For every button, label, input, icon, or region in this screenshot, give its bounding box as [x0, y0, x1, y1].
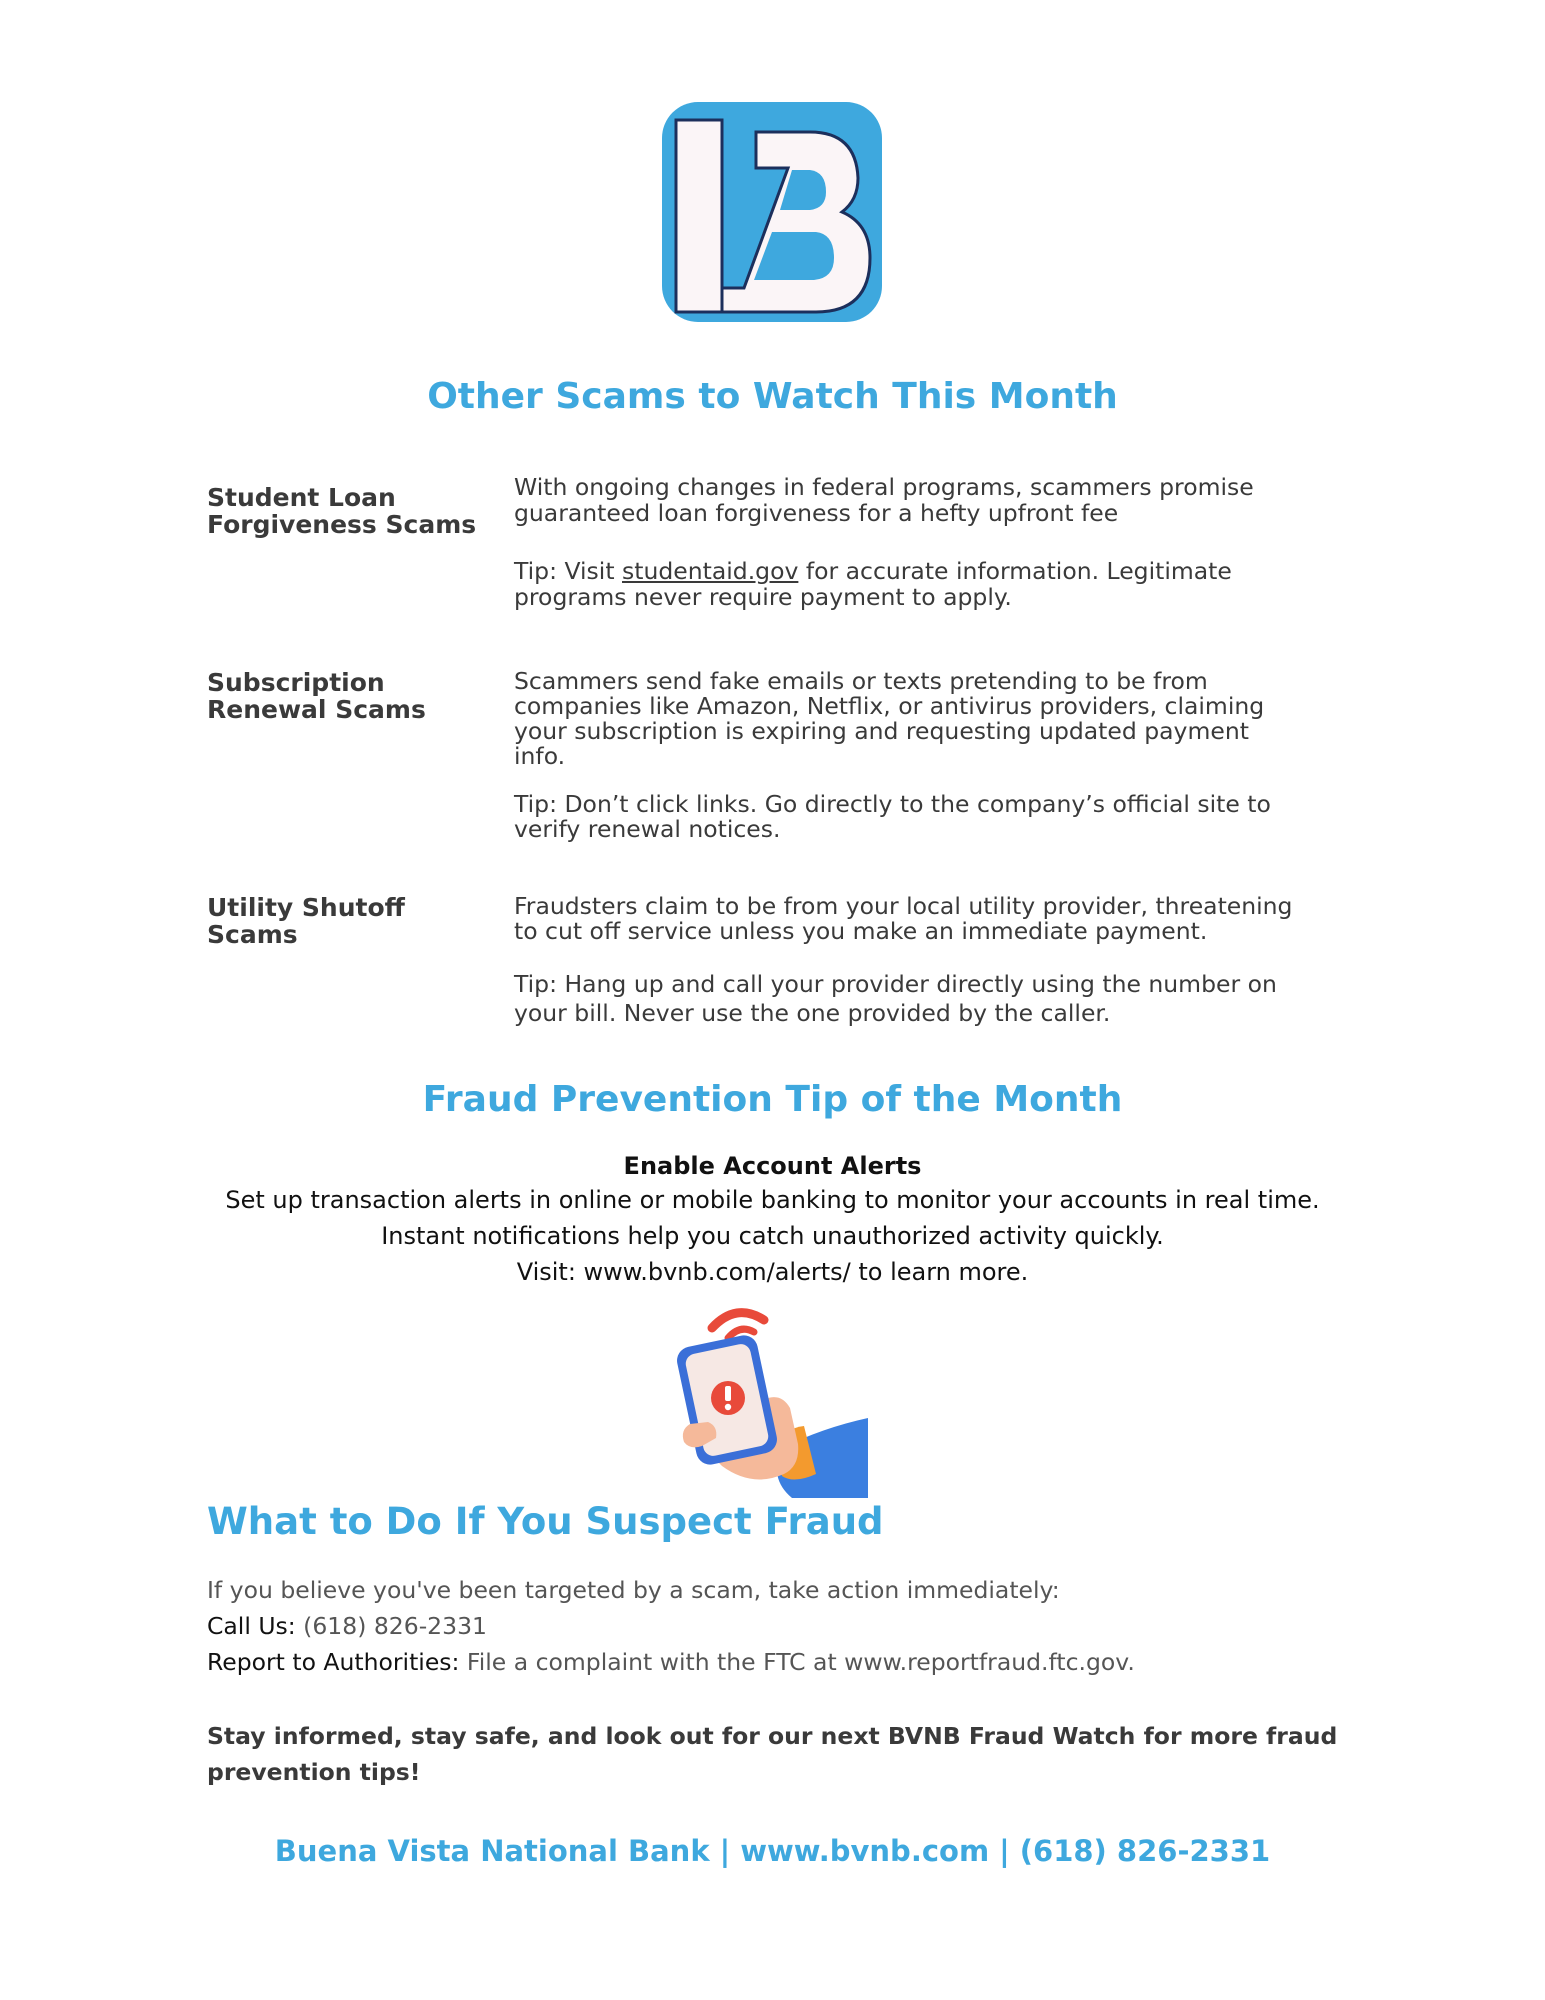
- tip-section-title: Fraud Prevention Tip of the Month: [422, 1079, 1123, 1120]
- scam-tip: [514, 558, 1344, 584]
- report-line: [207, 1644, 1367, 1680]
- report-label: Report to Authorities:: [207, 1648, 460, 1676]
- scam-description: [514, 474, 1344, 610]
- description-line: your subscription is expiring and requesting updated payment: [514, 717, 1249, 745]
- scam-name: [207, 484, 497, 538]
- fraud-intro: If you believe you've been targeted by a scam, take action immediately:: [207, 1576, 1060, 1604]
- footer-website[interactable]: www.bvnb.com: [740, 1834, 990, 1868]
- scam-name-line: Student Loan: [207, 483, 396, 512]
- call-us-phone[interactable]: (618) 826-2331: [295, 1612, 487, 1640]
- scam-name-line: Forgiveness Scams: [207, 510, 477, 539]
- tip-line: Set up transaction alerts in online or mobile banking to monitor your accounts in real time.: [225, 1186, 1320, 1214]
- tip-line: verify renewal notices.: [514, 815, 781, 843]
- scams-section-title: Other Scams to Watch This Month: [427, 376, 1118, 417]
- tip-line: programs never require payment to apply.: [514, 583, 1012, 611]
- scam-tip: Tip: Hang up and call your provider directly using the number on: [514, 970, 1277, 998]
- footer-bank-name: Buena Vista National Bank: [274, 1834, 710, 1868]
- scam-name-line: Renewal Scams: [207, 695, 426, 724]
- description-line: info.: [514, 742, 566, 770]
- closing-line: Stay informed, stay safe, and look out for our next BVNB Fraud Watch for more fraud: [207, 1722, 1338, 1750]
- tip-heading: Enable Account Alerts: [623, 1152, 922, 1180]
- footer-separator: |: [719, 1834, 731, 1868]
- closing-message: [207, 1718, 1367, 1790]
- scam-description: [514, 894, 1344, 1028]
- report-value[interactable]: File a complaint with the FTC at www.reportfraud.ftc.gov.: [459, 1648, 1135, 1676]
- scam-description: [514, 669, 1344, 842]
- studentaid-link[interactable]: studentaid.gov: [622, 557, 799, 585]
- scam-name-line: Subscription: [207, 668, 385, 697]
- footer: [0, 1834, 1545, 1868]
- tip-line: Instant notifications help you catch unauthorized activity quickly.: [381, 1222, 1164, 1250]
- description-line: Scammers send fake emails or texts pretending to be from: [514, 667, 1208, 695]
- tip-line: your bill. Never use the one provided by the caller.: [514, 999, 1111, 1027]
- scam-tip: Tip: Don’t click links. Go directly to the company’s official site to: [514, 790, 1271, 818]
- bvnb-logo-icon: [660, 100, 884, 324]
- description-line: companies like Amazon, Netflix, or antivirus providers, claiming: [514, 692, 1265, 720]
- footer-phone[interactable]: (618) 826-2331: [1019, 1834, 1271, 1868]
- fraud-instructions: [207, 1572, 1367, 1680]
- tip-prefix: Tip: Visit: [514, 557, 623, 585]
- footer-separator: |: [999, 1834, 1010, 1868]
- phone-alert-icon: [672, 1298, 868, 1498]
- description-line: Fraudsters claim to be from your local utility provider, threatening: [514, 892, 1293, 920]
- scam-name: [207, 894, 497, 948]
- scam-name-line: Utility Shutoff: [207, 893, 405, 922]
- call-us-line: [207, 1608, 1367, 1644]
- tip-visit-line[interactable]: Visit: www.bvnb.com/alerts/ to learn more.: [516, 1258, 1029, 1286]
- description-line: guaranteed loan forgiveness for a hefty upfront fee: [514, 499, 1119, 527]
- tip-of-month: [0, 1150, 1545, 1290]
- description-line: to cut off service unless you make an immediate payment.: [514, 917, 1208, 945]
- fraud-section-title: What to Do If You Suspect Fraud: [207, 1500, 884, 1543]
- description-line: With ongoing changes in federal programs, scammers promise: [514, 473, 1254, 501]
- tip-suffix: for accurate information. Legitimate: [798, 557, 1232, 585]
- scam-name: [207, 669, 497, 723]
- scam-name-line: Scams: [207, 920, 298, 949]
- call-us-label: Call Us:: [207, 1612, 296, 1640]
- closing-line: prevention tips!: [207, 1758, 421, 1786]
